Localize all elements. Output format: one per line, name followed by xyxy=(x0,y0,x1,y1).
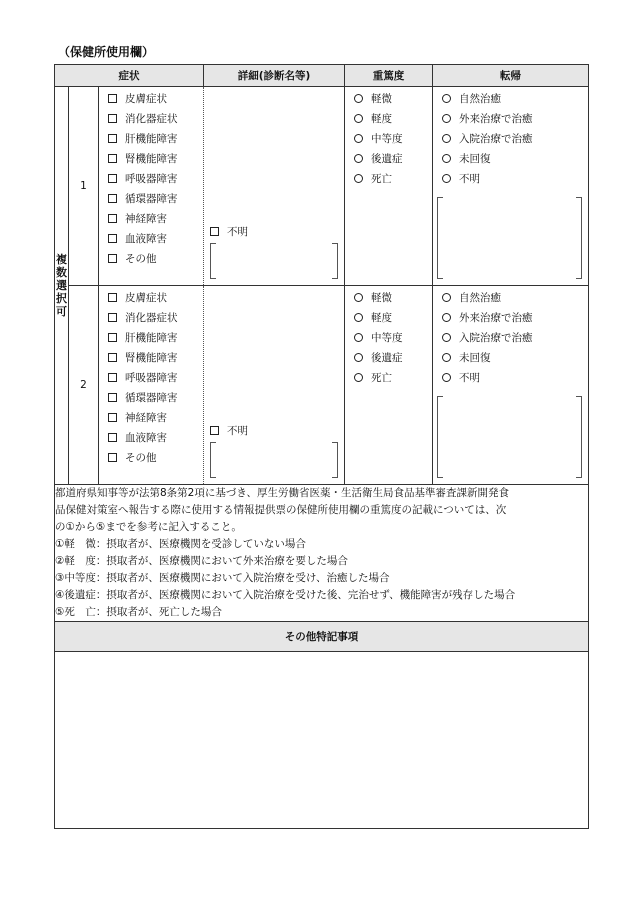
other-remarks-header: その他特記事項 xyxy=(55,622,589,652)
radio-icon[interactable] xyxy=(354,333,363,342)
multiple-choice-label: 複 数 選 択 可 xyxy=(55,87,69,485)
severity-label: 後遺症 xyxy=(371,352,403,364)
section-title: （保健所使用欄） xyxy=(58,45,155,59)
checkbox-icon[interactable] xyxy=(108,154,117,163)
outcome-label: 不明 xyxy=(459,372,481,384)
detail-unknown-option[interactable] xyxy=(210,222,248,242)
symptom-label: 肝機能障害 xyxy=(125,133,178,145)
symptom-option[interactable] xyxy=(99,209,203,229)
symptom-option[interactable] xyxy=(99,348,203,368)
checkbox-icon[interactable] xyxy=(108,214,117,223)
symptom-list xyxy=(99,286,204,485)
row-number: 2 xyxy=(69,286,99,485)
entry-row-2 xyxy=(55,286,589,485)
symptom-option[interactable] xyxy=(99,129,203,149)
severity-option[interactable] xyxy=(345,109,432,129)
radio-icon[interactable] xyxy=(442,353,451,362)
severity-list xyxy=(345,286,433,485)
outcome-text-field[interactable] xyxy=(437,197,582,279)
radio-icon[interactable] xyxy=(442,114,451,123)
detail-text-field[interactable] xyxy=(210,243,338,279)
outcome-option[interactable] xyxy=(433,149,588,169)
symptom-option[interactable] xyxy=(99,249,203,269)
outcome-option[interactable] xyxy=(433,109,588,129)
unknown-label: 不明 xyxy=(227,425,249,437)
severity-label: 軽微 xyxy=(371,292,393,304)
symptom-option[interactable] xyxy=(99,328,203,348)
symptom-label: その他 xyxy=(125,253,157,265)
entry-row-1 xyxy=(55,87,589,286)
outcome-label: 外来治療で治癒 xyxy=(459,312,533,324)
outcome-text-field[interactable] xyxy=(437,396,582,478)
outcome-label: 不明 xyxy=(459,173,481,185)
outcome-label: 未回復 xyxy=(459,153,491,165)
symptom-option[interactable] xyxy=(99,229,203,249)
note-item: ⑤死 亡：摂取者が、死亡した場合 xyxy=(55,606,222,618)
checkbox-icon[interactable] xyxy=(108,194,117,203)
radio-icon[interactable] xyxy=(442,94,451,103)
radio-icon[interactable] xyxy=(354,154,363,163)
health-center-form xyxy=(54,64,589,829)
severity-label: 軽度 xyxy=(371,113,393,125)
detail-cell xyxy=(204,87,345,286)
symptom-option[interactable] xyxy=(99,89,203,109)
severity-label: 軽微 xyxy=(371,93,393,105)
checkbox-icon[interactable] xyxy=(108,373,117,382)
checkbox-icon[interactable] xyxy=(108,254,117,263)
outcome-option[interactable] xyxy=(433,328,588,348)
severity-list xyxy=(345,87,433,286)
symptom-label: 血液障害 xyxy=(125,432,167,444)
symptom-option[interactable] xyxy=(99,368,203,388)
symptom-label: 腎機能障害 xyxy=(125,153,178,165)
severity-label: 軽度 xyxy=(371,312,393,324)
severity-label: 死亡 xyxy=(371,173,393,185)
note-item: ①軽 微：摂取者が、医療機関を受診していない場合 xyxy=(55,538,306,550)
symptom-label: 呼吸器障害 xyxy=(125,173,178,185)
outcome-label: 入院治療で治癒 xyxy=(459,332,533,344)
other-remarks-field[interactable] xyxy=(55,652,589,829)
symptom-label: 腎機能障害 xyxy=(125,352,178,364)
notes-intro-3: の①から⑤までを参考に記入すること。 xyxy=(55,521,242,533)
symptom-label: 循環器障害 xyxy=(125,392,178,404)
radio-icon[interactable] xyxy=(354,114,363,123)
checkbox-icon[interactable] xyxy=(108,174,117,183)
symptom-list xyxy=(99,87,204,286)
detail-unknown-option[interactable] xyxy=(210,421,248,441)
notes-intro-1: 都道府県知事等が法第8条第2項に基づき、厚生労働省医薬・生活衛生局食品基準審査課新開発食 xyxy=(55,487,509,499)
detail-text-field[interactable] xyxy=(210,442,338,478)
header-outcome: 転帰 xyxy=(433,65,589,87)
severity-label: 後遺症 xyxy=(371,153,403,165)
severity-option[interactable] xyxy=(345,149,432,169)
checkbox-icon[interactable] xyxy=(108,353,117,362)
outcome-option[interactable] xyxy=(433,368,588,388)
checkbox-icon[interactable] xyxy=(108,433,117,442)
radio-icon[interactable] xyxy=(354,293,363,302)
radio-icon[interactable] xyxy=(442,154,451,163)
radio-icon[interactable] xyxy=(354,94,363,103)
symptom-label: 肝機能障害 xyxy=(125,332,178,344)
outcome-option[interactable] xyxy=(433,169,588,189)
symptom-label: 神経障害 xyxy=(125,412,167,424)
note-item: ④後遺症：摂取者が、医療機関において入院治療を受けた後、完治せず、機能障害が残存した場合 xyxy=(55,589,516,601)
severity-option[interactable] xyxy=(345,129,432,149)
radio-icon[interactable] xyxy=(442,313,451,322)
outcome-option[interactable] xyxy=(433,348,588,368)
checkbox-icon[interactable] xyxy=(108,413,117,422)
severity-option[interactable] xyxy=(345,288,432,308)
symptom-option[interactable] xyxy=(99,428,203,448)
symptom-label: 血液障害 xyxy=(125,233,167,245)
radio-icon[interactable] xyxy=(354,134,363,143)
severity-notes xyxy=(55,485,589,622)
symptom-option[interactable] xyxy=(99,288,203,308)
symptom-option[interactable] xyxy=(99,189,203,209)
radio-icon[interactable] xyxy=(442,373,451,382)
header-detail: 詳細(診断名等) xyxy=(204,65,345,87)
severity-option[interactable] xyxy=(345,169,432,189)
symptom-option[interactable] xyxy=(99,308,203,328)
symptom-label: 呼吸器障害 xyxy=(125,372,178,384)
radio-icon[interactable] xyxy=(442,333,451,342)
notes-intro-2: 品保健対策室へ報告する際に使用する情報提供票の保健所使用欄の重篤度の記載については、次 xyxy=(55,504,507,516)
checkbox-icon[interactable] xyxy=(108,234,117,243)
outcome-option[interactable] xyxy=(433,308,588,328)
checkbox-icon[interactable] xyxy=(108,313,117,322)
symptom-option[interactable] xyxy=(99,149,203,169)
severity-option[interactable] xyxy=(345,368,432,388)
severity-option[interactable] xyxy=(345,89,432,109)
symptom-option[interactable] xyxy=(99,408,203,428)
radio-icon[interactable] xyxy=(354,174,363,183)
outcome-list xyxy=(433,286,589,485)
outcome-label: 入院治療で治癒 xyxy=(459,133,533,145)
outcome-label: 自然治癒 xyxy=(459,292,502,304)
outcome-list xyxy=(433,87,589,286)
symptom-label: 皮膚症状 xyxy=(125,292,167,304)
severity-label: 死亡 xyxy=(371,372,393,384)
symptom-option[interactable] xyxy=(99,388,203,408)
header-symptom: 症状 xyxy=(55,65,204,87)
symptom-option[interactable] xyxy=(99,448,203,468)
symptom-label: 消化器症状 xyxy=(125,113,178,125)
checkbox-icon[interactable] xyxy=(108,453,117,462)
outcome-option[interactable] xyxy=(433,129,588,149)
outcome-label: 自然治癒 xyxy=(459,93,502,105)
symptom-label: 神経障害 xyxy=(125,213,167,225)
radio-icon[interactable] xyxy=(354,353,363,362)
note-item: ②軽 度：摂取者が、医療機関において外来治療を要した場合 xyxy=(55,555,348,567)
symptom-label: 皮膚症状 xyxy=(125,93,167,105)
checkbox-icon[interactable] xyxy=(108,114,117,123)
outcome-label: 外来治療で治癒 xyxy=(459,113,533,125)
note-item: ③中等度：摂取者が、医療機関において入院治療を受け、治癒した場合 xyxy=(55,572,390,584)
symptom-label: 循環器障害 xyxy=(125,193,178,205)
severity-option[interactable] xyxy=(345,328,432,348)
outcome-option[interactable] xyxy=(433,288,588,308)
checkbox-icon[interactable] xyxy=(108,94,117,103)
radio-icon[interactable] xyxy=(442,174,451,183)
radio-icon[interactable] xyxy=(354,373,363,382)
header-severity: 重篤度 xyxy=(345,65,433,87)
outcome-label: 未回復 xyxy=(459,352,491,364)
radio-icon[interactable] xyxy=(354,313,363,322)
radio-icon[interactable] xyxy=(442,293,451,302)
severity-label: 中等度 xyxy=(371,332,403,344)
severity-option[interactable] xyxy=(345,308,432,328)
checkbox-icon[interactable] xyxy=(210,227,219,236)
severity-label: 中等度 xyxy=(371,133,403,145)
unknown-label: 不明 xyxy=(227,226,249,238)
outcome-option[interactable] xyxy=(433,89,588,109)
symptom-option[interactable] xyxy=(99,169,203,189)
symptom-label: 消化器症状 xyxy=(125,312,178,324)
checkbox-icon[interactable] xyxy=(108,393,117,402)
symptom-label: その他 xyxy=(125,452,157,464)
checkbox-icon[interactable] xyxy=(108,293,117,302)
checkbox-icon[interactable] xyxy=(210,426,219,435)
detail-cell xyxy=(204,286,345,485)
checkbox-icon[interactable] xyxy=(108,134,117,143)
severity-option[interactable] xyxy=(345,348,432,368)
radio-icon[interactable] xyxy=(442,134,451,143)
symptom-option[interactable] xyxy=(99,109,203,129)
checkbox-icon[interactable] xyxy=(108,333,117,342)
row-number: 1 xyxy=(69,87,99,286)
